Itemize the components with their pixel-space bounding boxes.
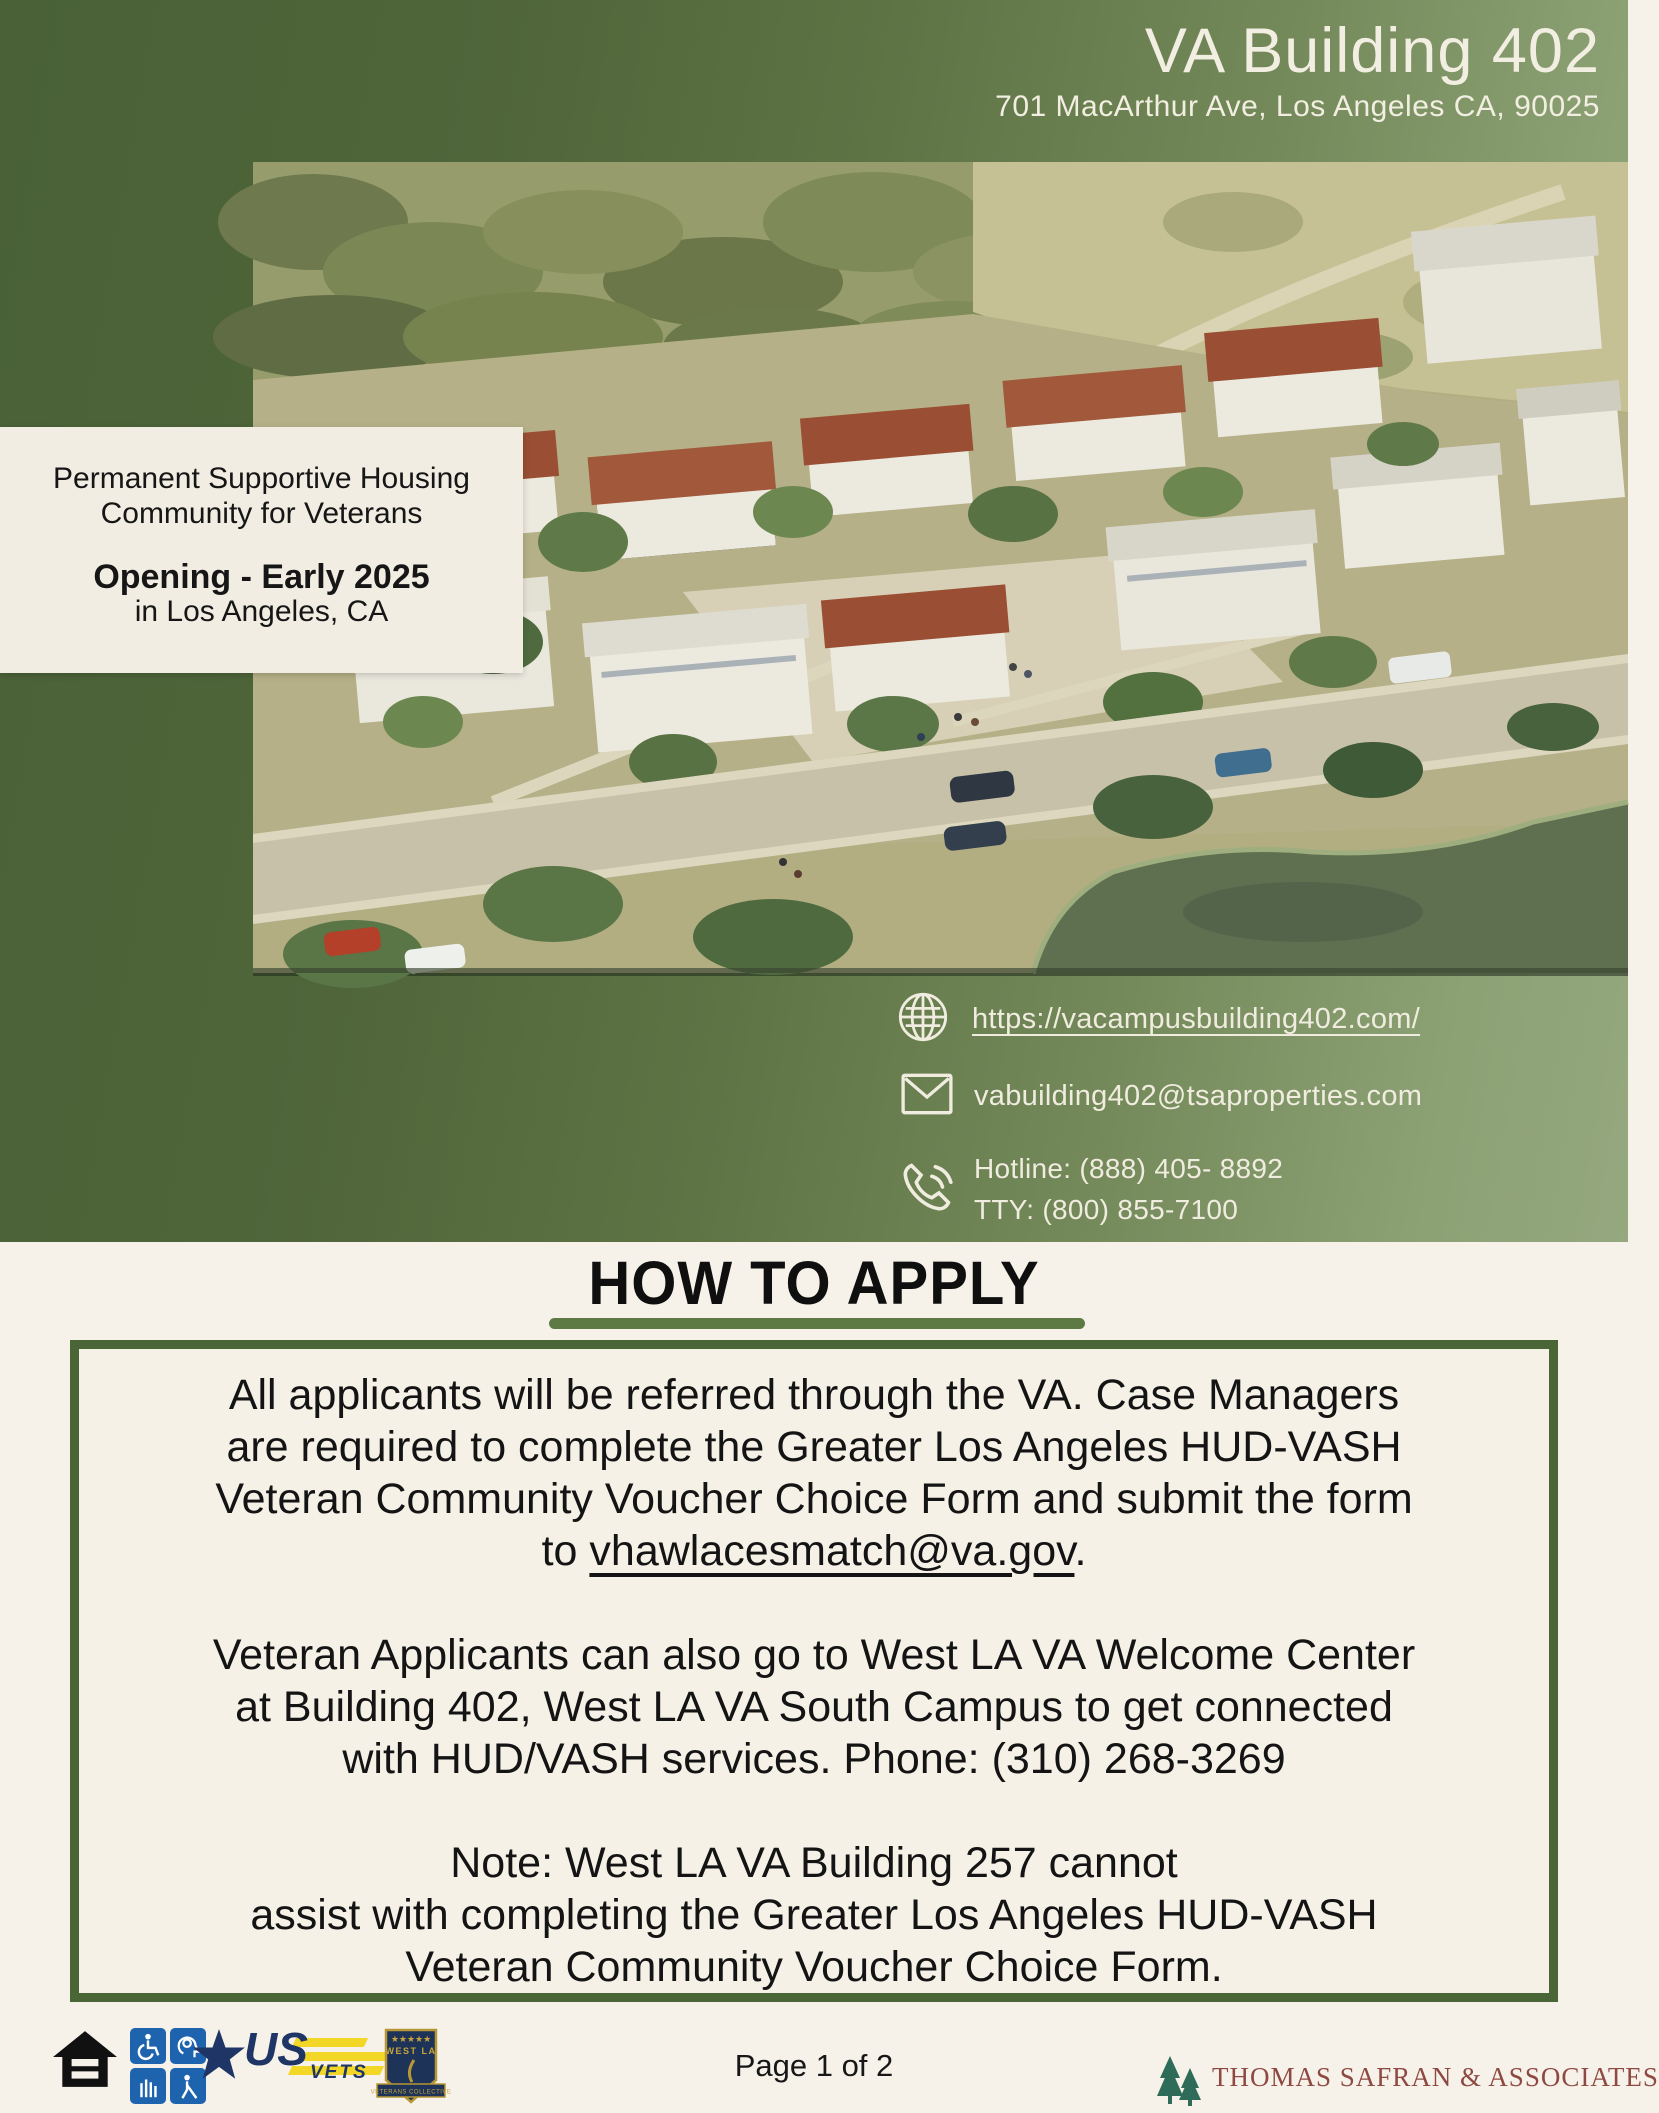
contact-email: vabuilding402@tsaproperties.com [974,1080,1423,1112]
us-vets-us-text: US [244,2023,308,2075]
west-la-stars: ★★★★★ [390,2034,432,2044]
thomas-safran-associates-text: THOMAS SAFRAN & ASSOCIATES [1212,2062,1659,2092]
contact-row-email [900,1072,1422,1121]
apply-paragraph-1-suffix: . [1074,1527,1087,1575]
pine-trees-icon [1150,2056,1204,2108]
apply-paragraph-2: Veteran Applicants can also go to West LA VA Welcome Center at Building 402, West LA VA South Campus to get connected with HUD/VASH services. Phone: (310) 268-3269 [212,1631,1416,1783]
page-number: Page 1 of 2 [734,2048,894,2083]
us-vets-vets-text: VETS [310,2062,368,2083]
contact-phones: Hotline: (888) 405- 8892 TTY: (800) 855-7100 [974,1153,1284,1225]
apply-paragraph-3: Note: West LA VA Building 257 cannot assist with completing the Greater Los Angeles HUD-VASH Veteran Community Voucher Choice Form. [250,1839,1378,1991]
overlay-info-box [0,427,523,673]
overlay-title: Permanent Supportive Housing Community for Veterans [53,462,470,530]
contact-row-website [896,990,1420,1049]
page-title: VA Building 402 [1144,16,1600,86]
overlay-location: in Los Angeles, CA [134,595,389,628]
thomas-safran-associates-logo [1150,2056,1659,2108]
header-address: 701 MacArthur Ave, Los Angeles CA, 90025 [995,90,1600,123]
contact-row-phone [896,1148,1283,1230]
globe-icon [896,990,950,1049]
header [0,16,1600,124]
west-la-name-text: WEST LA [385,2046,437,2056]
how-to-apply-heading: HOW TO APPLY [588,1249,1040,1318]
apply-paragraph-1-text: All applicants will be referred through the VA. Case Managers are required to complete the Greater Los Angeles HUD-VASH Veteran Community Voucher Choice Form and submit the form to [215,1371,1413,1575]
vhawlacesmatch-email-link[interactable]: vhawlacesmatch@va.gov [589,1527,1075,1575]
heading-underline-divider [549,1318,1085,1329]
overlay-opening-date: Opening - Early 2025 [93,558,430,596]
envelope-icon [900,1072,954,1121]
west-la-banner-text: VETERANS COLLECTIVE [370,2089,452,2096]
website-link[interactable]: https://vacampusbuilding402.com/ [972,1003,1421,1035]
phone-handset-icon [896,1156,958,1223]
apply-instructions-box [70,1340,1558,2002]
apply-paragraph-1 [109,1369,1519,1577]
